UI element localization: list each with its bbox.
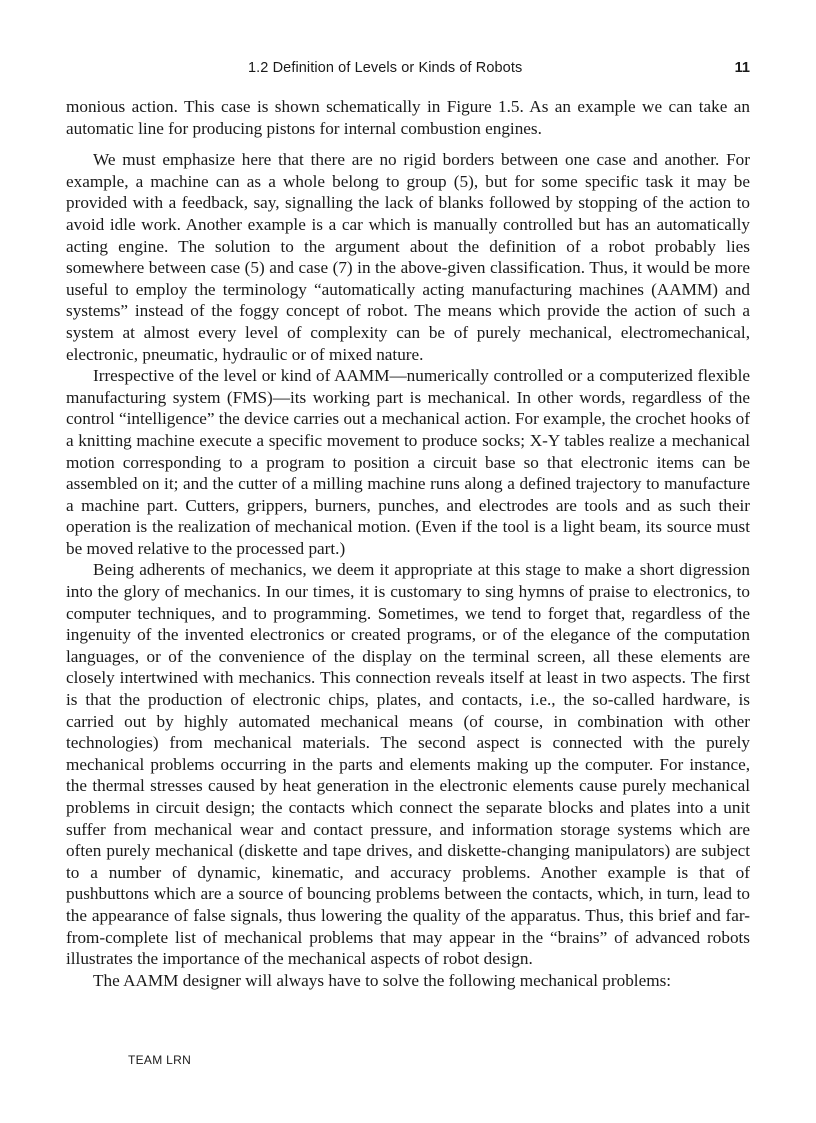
paragraph-no-rigid-borders: We must emphasize here that there are no rigid borders between one case and another. For example, a machine can as a whole belong to group (5), but for some specific task it may be provided with a feedback, say, signalling the lack of blanks followed by stopping of the action to avoid idle work. Another example is a car which is manually controlled but has an automatically acting engine. The solution to the argument about the definition of a robot probably lies somewhere between case (5) and case (7) in the above-given classification. Thus, it would be more useful to employ the terminology “automatically acting manufacturing machines (AAMM) and systems” instead of the foggy concept of robot. The means which provide the action of such a system at almost every level of complexity can be of purely mechanical, electromechanical, electronic, pneumatic, hydraulic or of mixed nature. — [66, 150, 750, 364]
paragraph-continuation: monious action. This case is shown schematically in Figure 1.5. As an example we can take an automatic line for producing pistons for internal combustion engines. — [66, 97, 750, 138]
paragraph-working-part-mechanical: Irrespective of the level or kind of AAMM—numerically controlled or a computerized flexible manufacturing system (FMS)—its working part is mechanical. In other words, regardless of the control “intelligence” the device carries out a mechanical action. For example, the crochet hooks of a knitting machine execute a specific movement to produce socks; X-Y tables realize a mechanical motion corresponding to a program to position a circuit base so that electronic items can be assembled on it; and the cutter of a milling machine runs along a defined trajectory to manufacture a machine part. Cutters, grippers, burners, punches, and electrodes are tools and as such their operation is the realization of mechanical motion. (Even if the tool is a light beam, its source must be moved relative to the processed part.) — [66, 366, 750, 558]
body-text — [66, 96, 750, 991]
section-title: 1.2 Definition of Levels or Kinds of Robots — [248, 60, 523, 76]
running-head — [66, 60, 750, 80]
paragraph-designer-problems: The AAMM designer will always have to solve the following mechanical problems: — [93, 970, 672, 990]
paragraph-glory-of-mechanics: Being adherents of mechanics, we deem it appropriate at this stage to make a short digression into the glory of mechanics. In our times, it is customary to sing hymns of praise to electronics, to computer techniques, and to programming. Sometimes, we tend to forget that, regardless of the ingenuity of the invented electronics or created programs, or of the elegance of the computation languages, or of the convenience of the display on the terminal screen, all these elements are closely intertwined with mechanics. This connection reveals itself at least in two aspects. The first is that the production of electronic chips, plates, and contacts, i.e., the so-called hardware, is carried out by highly automated mechanical means (of course, in combination with other technologies) from mechanical materials. The second aspect is connected with the purely mechanical problems occurring in the parts and elements making up the computer. For instance, the thermal stresses caused by heat generation in the electronic elements cause purely mechanical problems in circuit design; the contacts which connect the separate blocks and plates into a unit suffer from mechanical wear and contact pressure, and information storage systems which are often purely mechanical (diskette and tape drives, and diskette-changing manipulators) are subject to a number of dynamic, kinematic, and accuracy problems. Another example is that of pushbuttons which are a source of bouncing problems between the contacts, which, in turn, lead to the appearance of false signals, thus lowering the quality of the apparatus. Thus, this brief and far-from-complete list of mechanical problems that may appear in the “brains” of advanced robots illustrates the importance of the mechanical aspects of robot design. — [66, 560, 750, 969]
footer-watermark: TEAM LRN — [128, 1053, 192, 1067]
page-number: 11 — [734, 60, 750, 76]
